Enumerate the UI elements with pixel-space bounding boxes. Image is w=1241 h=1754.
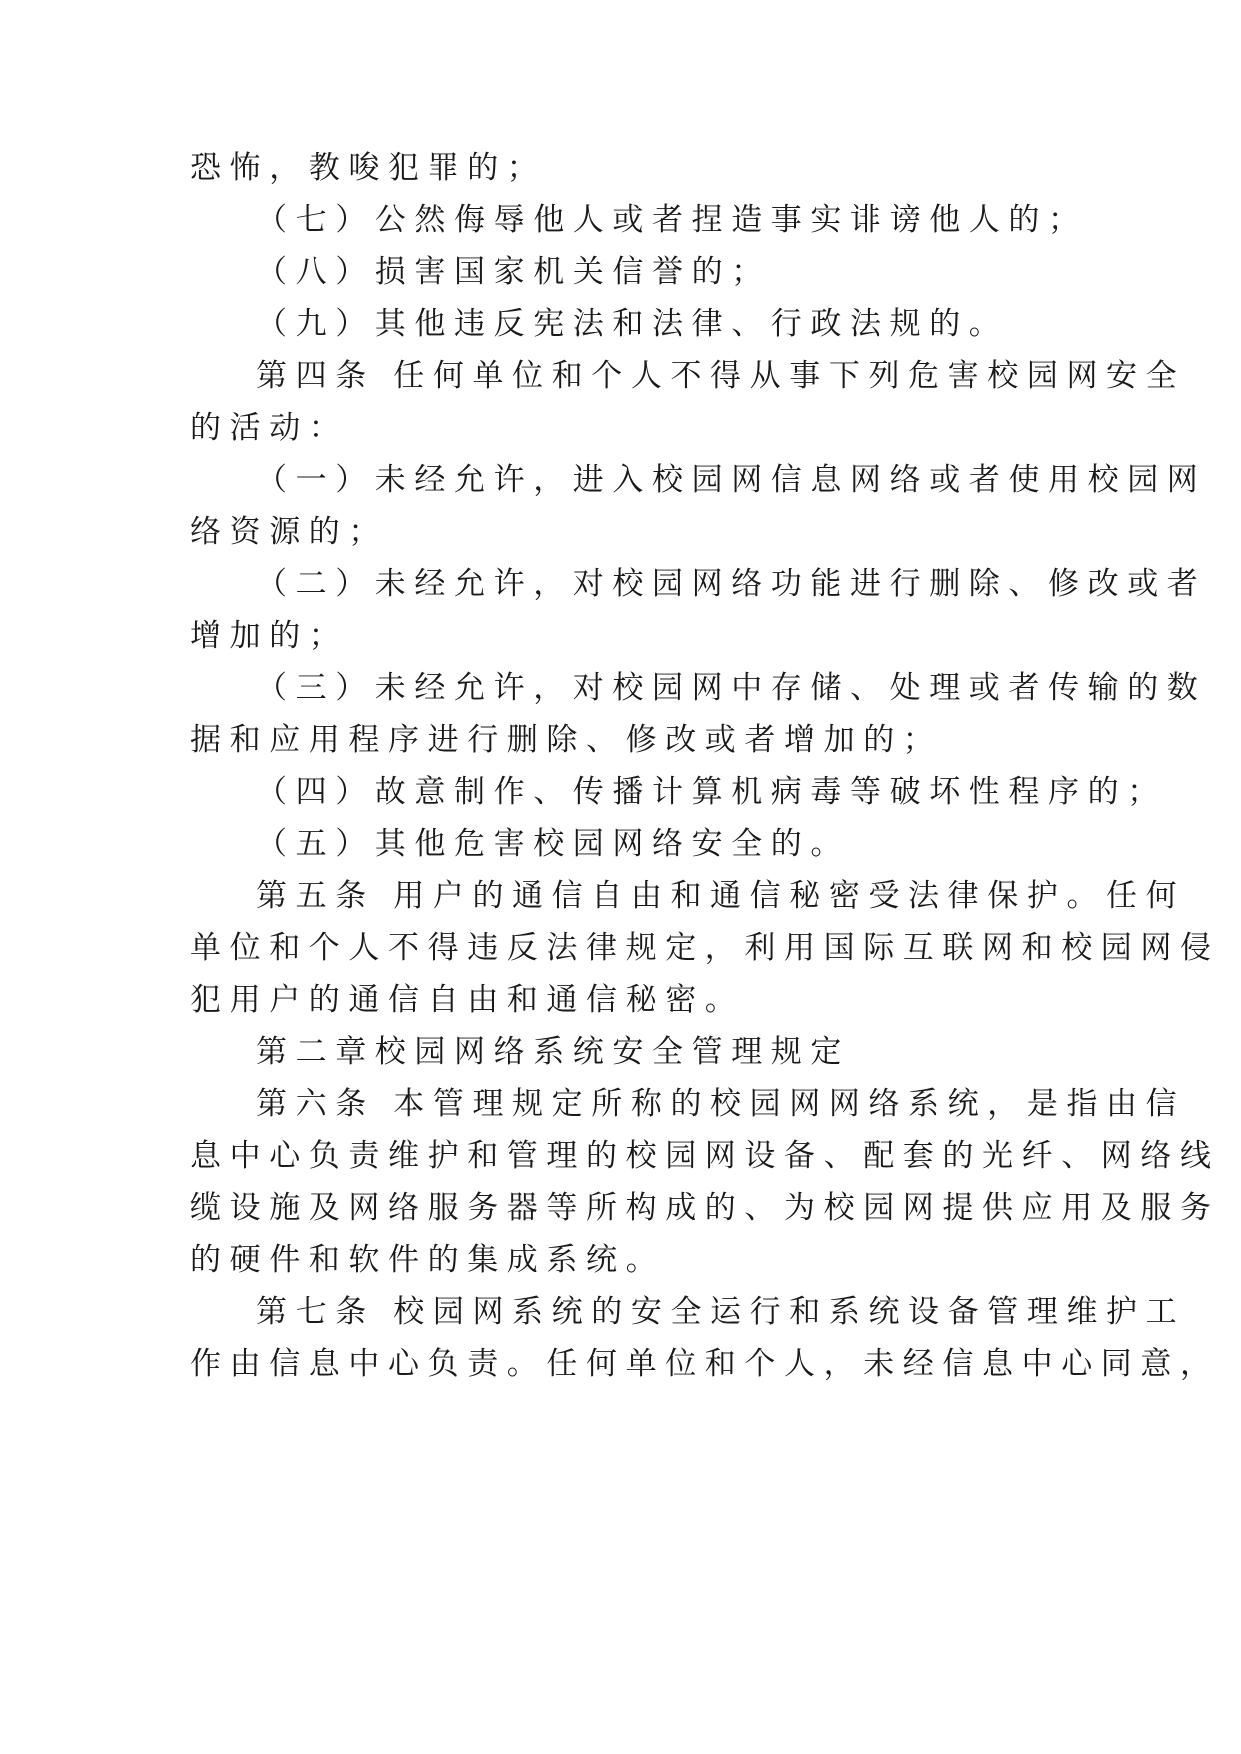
text-line: 恐怖，教唆犯罪的； xyxy=(190,150,547,186)
text-line: 增加的； xyxy=(190,618,349,654)
text-line: （四）故意制作、传播计算机病毒等破坏性程序的； xyxy=(256,774,1167,810)
text-line: 息中心负责维护和管理的校园网设备、配套的光纤、网络线 xyxy=(190,1138,1220,1174)
text-line: 据和应用程序进行删除、修改或者增加的； xyxy=(190,722,943,758)
text-line: （五）其他危害校园网络安全的。 xyxy=(256,826,850,862)
text-line: 络资源的； xyxy=(190,514,388,550)
text-line: （三）未经允许，对校园网中存储、处理或者传输的数 xyxy=(256,670,1207,706)
text-line: 缆设施及网络服务器等所构成的、为校园网提供应用及服务 xyxy=(190,1190,1220,1226)
text-line: 的活动： xyxy=(190,410,349,446)
text-line: 第四条 任何单位和个人不得从事下列危害校园网安全 xyxy=(256,358,1186,394)
text-line: （九）其他违反宪法和法律、行政法规的。 xyxy=(256,306,1009,342)
text-line: 犯用户的通信自由和通信秘密。 xyxy=(190,982,745,1018)
text-line: 作由信息中心负责。任何单位和个人，未经信息中心同意， xyxy=(190,1346,1220,1382)
text-line: 第六条 本管理规定所称的校园网网络系统，是指由信 xyxy=(256,1086,1186,1122)
text-line: 单位和个人不得违反法律规定，利用国际互联网和校园网侵 xyxy=(190,930,1220,966)
text-line: （二）未经允许，对校园网络功能进行删除、修改或者 xyxy=(256,566,1207,602)
chapter-heading: 第二章校园网络系统安全管理规定 xyxy=(256,1034,850,1070)
text-line: 第七条 校园网系统的安全运行和系统设备管理维护工 xyxy=(256,1294,1186,1330)
text-line: （八）损害国家机关信誉的； xyxy=(256,254,771,290)
text-line: （七）公然侮辱他人或者捏造事实诽谤他人的； xyxy=(256,202,1088,238)
text-line: 第五条 用户的通信自由和通信秘密受法律保护。任何 xyxy=(256,878,1186,914)
text-line: （一）未经允许，进入校园网信息网络或者使用校园网 xyxy=(256,462,1207,498)
text-line: 的硬件和软件的集成系统。 xyxy=(190,1242,666,1278)
